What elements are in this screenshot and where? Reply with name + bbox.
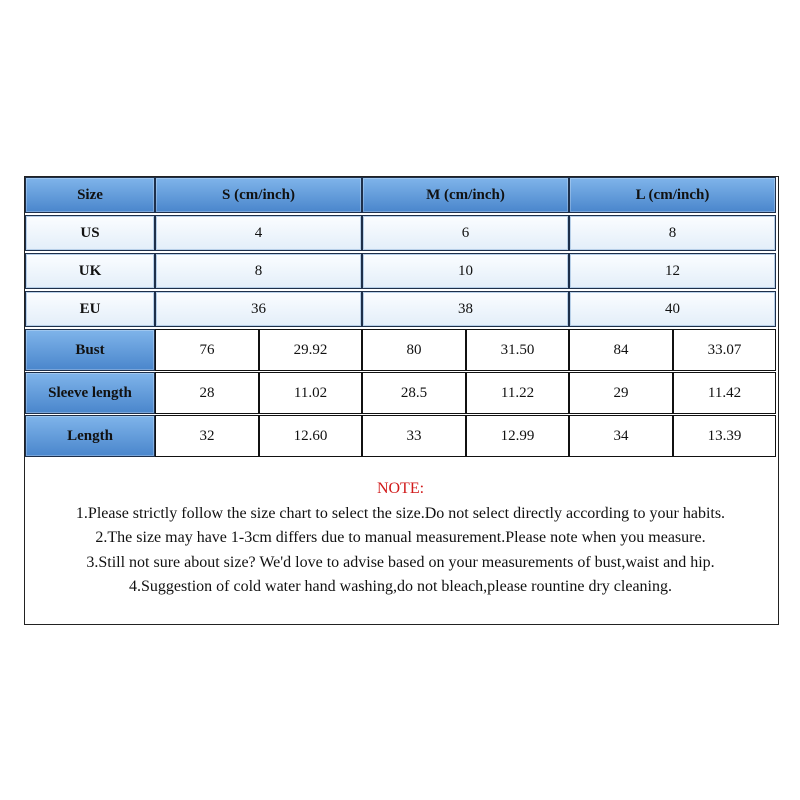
us-l: 8	[569, 215, 776, 251]
row-label-uk: UK	[25, 253, 155, 289]
sleeve-s-inch: 11.02	[259, 372, 362, 414]
eu-s: 36	[155, 291, 362, 327]
bust-s-inch: 29.92	[259, 329, 362, 371]
sleeve-s-cm: 28	[155, 372, 259, 414]
bust-m-inch: 31.50	[466, 329, 569, 371]
row-label-eu: EU	[25, 291, 155, 327]
row-label-length: Length	[25, 415, 155, 457]
us-m: 6	[362, 215, 569, 251]
row-label-sleeve-length: Sleeve length	[25, 372, 155, 414]
sleeve-l-inch: 11.42	[673, 372, 776, 414]
header-s: S (cm/inch)	[155, 177, 362, 213]
length-s-cm: 32	[155, 415, 259, 457]
bust-l-cm: 84	[569, 329, 673, 371]
note-line-1: 1.Please strictly follow the size chart to select the size.Do not select directly according to your habits.	[75, 504, 726, 522]
header-m: M (cm/inch)	[362, 177, 569, 213]
header-size: Size	[25, 177, 155, 213]
eu-l: 40	[569, 291, 776, 327]
note-line-2: 2.The size may have 1-3cm differs due to manual measurement.Please note when you measure.	[95, 529, 706, 546]
length-m-cm: 33	[362, 415, 466, 457]
length-l-cm: 34	[569, 415, 673, 457]
uk-s: 8	[155, 253, 362, 289]
note-line-4: 4.Suggestion of cold water hand washing,do not bleach,please rountine dry cleaning.	[129, 578, 672, 595]
bust-m-cm: 80	[362, 329, 466, 371]
uk-m: 10	[362, 253, 569, 289]
note-title: NOTE:	[376, 480, 425, 497]
sleeve-m-cm: 28.5	[362, 372, 466, 414]
notes-section	[25, 457, 776, 622]
eu-m: 38	[362, 291, 569, 327]
sleeve-m-inch: 11.22	[466, 372, 569, 414]
length-l-inch: 13.39	[673, 415, 776, 457]
length-m-inch: 12.99	[466, 415, 569, 457]
bust-s-cm: 76	[155, 329, 259, 371]
header-l: L (cm/inch)	[569, 177, 776, 213]
note-line-3: 3.Still not sure about size? We'd love to advise based on your measurements of bust,waist and hip.	[86, 553, 715, 571]
bust-l-inch: 33.07	[673, 329, 776, 371]
row-label-us: US	[25, 215, 155, 251]
sleeve-l-cm: 29	[569, 372, 673, 414]
uk-l: 12	[569, 253, 776, 289]
length-s-inch: 12.60	[259, 415, 362, 457]
row-label-bust: Bust	[25, 329, 155, 371]
us-s: 4	[155, 215, 362, 251]
